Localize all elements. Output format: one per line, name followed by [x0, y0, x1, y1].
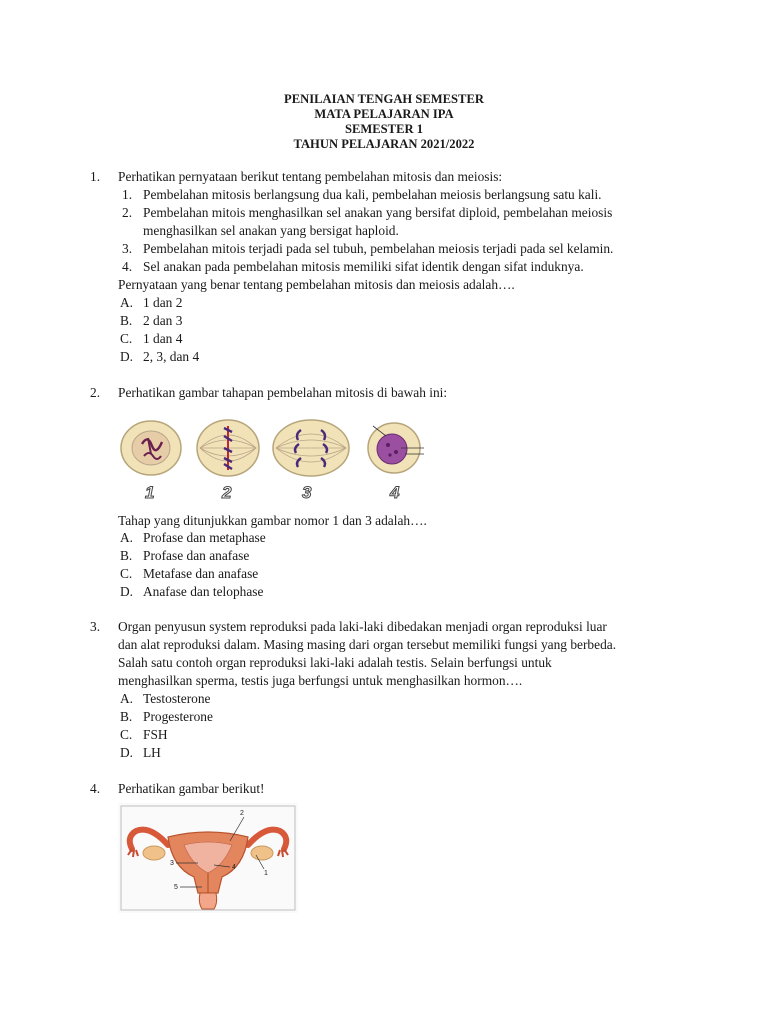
figure-label-1: 1	[264, 870, 268, 877]
question-stem: Perhatikan gambar berikut!	[118, 781, 265, 796]
figure-label-1: 1	[145, 483, 155, 502]
figure-label-4: 4	[390, 483, 400, 502]
option-letter: C.	[120, 331, 133, 346]
question-text-line: Organ penyusun system reproduksi pada laki-laki dibedakan menjadi organ reproduksi luar	[118, 619, 607, 634]
statement-text: menghasilkan sel anakan yang bersigat haploid.	[143, 223, 399, 238]
option-text: 2 dan 3	[143, 313, 183, 328]
option-letter: D.	[120, 349, 134, 364]
option-text: 1 dan 4	[143, 331, 183, 346]
cell-stage-1	[121, 421, 181, 475]
option-letter: A.	[120, 295, 134, 310]
option-text: Testosterone	[143, 691, 211, 706]
option-text: Profase dan anafase	[143, 548, 250, 563]
statement-number: 1.	[122, 187, 133, 202]
question-number: 3.	[90, 619, 101, 634]
option-text: Progesterone	[143, 709, 213, 724]
question-text-line: menghasilkan sperma, testis juga berfungsi untuk menghasilkan hormon….	[118, 673, 523, 688]
option-letter: B.	[120, 548, 133, 563]
figure-label-3: 3	[170, 860, 174, 867]
header-year: TAHUN PELAJARAN 2021/2022	[293, 137, 475, 151]
cell-stage-3	[273, 420, 349, 476]
header-title: PENILAIAN TENGAH SEMESTER	[284, 92, 484, 106]
option-letter: B.	[120, 709, 133, 724]
question-number: 4.	[90, 781, 101, 796]
option-text: Profase dan metaphase	[143, 530, 266, 545]
statement-number: 4.	[122, 259, 133, 274]
question-prompt: Pernyataan yang benar tentang pembelahan mitosis dan meiosis adalah….	[118, 277, 515, 292]
statement-text: Pembelahan mitois menghasilkan sel anakan yang bersifat diploid, pembelahan meiosis	[143, 205, 613, 220]
header-subject: MATA PELAJARAN IPA	[314, 107, 454, 121]
figure-label-2: 2	[222, 483, 232, 502]
statement-number: 3.	[122, 241, 133, 256]
question-number: 1.	[90, 169, 101, 184]
female-reproductive-figure	[118, 803, 298, 913]
cell-stage-2	[197, 420, 259, 476]
question-number: 2.	[90, 385, 101, 400]
statement-text: Pembelahan mitosis berlangsung dua kali, pembelahan meiosis berlangsung satu kali.	[143, 187, 602, 202]
option-text: FSH	[143, 727, 168, 742]
statement-text: Sel anakan pada pembelahan mitosis memiliki sifat identik dengan sifat induknya.	[143, 259, 584, 274]
figure-label-4: 4	[232, 864, 236, 871]
option-letter: C.	[120, 566, 133, 581]
figure-label-2: 2	[240, 810, 244, 817]
option-letter: D.	[120, 584, 134, 599]
option-letter: A.	[120, 530, 134, 545]
option-text: LH	[143, 745, 161, 760]
question-prompt: Tahap yang ditunjukkan gambar nomor 1 dan 3 adalah….	[118, 513, 427, 528]
figure-label-3: 3	[302, 483, 312, 502]
option-text: Metafase dan anafase	[143, 566, 259, 581]
question-stem: Perhatikan pernyataan berikut tentang pembelahan mitosis dan meiosis:	[118, 169, 503, 184]
option-text: 1 dan 2	[143, 295, 183, 310]
figure-label-5: 5	[174, 884, 178, 891]
statement-text: Pembelahan mitois terjadi pada sel tubuh, pembelahan meiosis terjadi pada sel kelamin.	[143, 241, 614, 256]
statement-number: 2.	[122, 205, 133, 220]
exam-header	[0, 92, 768, 152]
option-text: 2, 3, dan 4	[143, 349, 200, 364]
cell-stage-4	[368, 423, 424, 473]
option-text: Anafase dan telophase	[143, 584, 264, 599]
option-letter: C.	[120, 727, 133, 742]
option-letter: D.	[120, 745, 134, 760]
option-letter: A.	[120, 691, 134, 706]
question-text-line: dan alat reproduksi dalam. Masing masing dari organ tersebut memiliki fungsi yang berbeda.	[118, 637, 617, 652]
header-semester: SEMESTER 1	[344, 122, 424, 136]
question-text-line: Salah satu contoh organ reproduksi laki-laki adalah testis. Selain berfungsi untuk	[118, 655, 552, 670]
mitosis-stages-figure	[118, 414, 428, 506]
option-letter: B.	[120, 313, 133, 328]
question-stem: Perhatikan gambar tahapan pembelahan mitosis di bawah ini:	[118, 385, 448, 400]
